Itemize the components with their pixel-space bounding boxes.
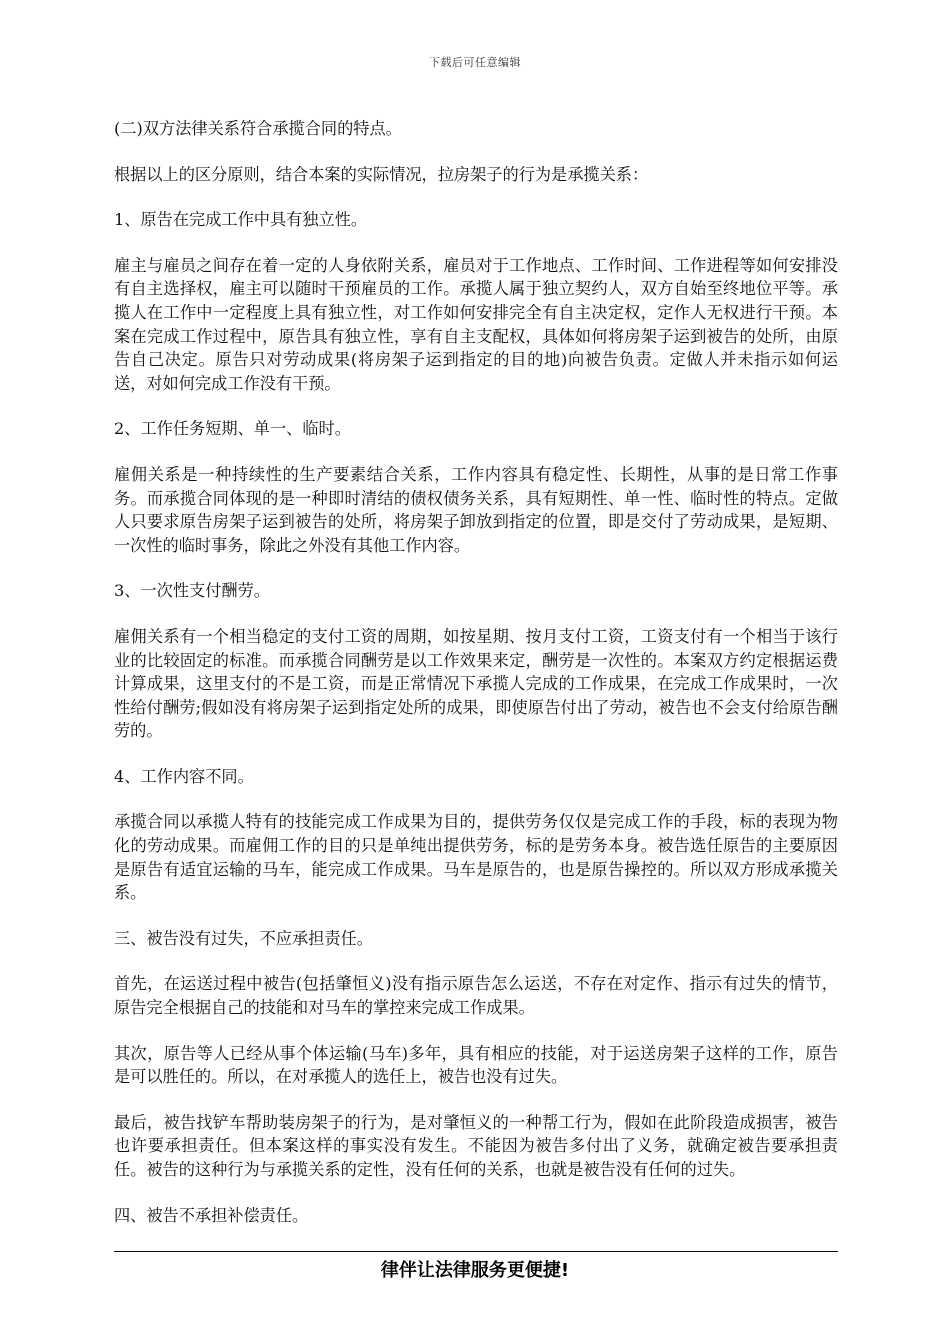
paragraph-point-2-heading: 2、工作任务短期、单一、临时。 xyxy=(114,419,351,439)
paragraph-point-3-heading: 3、一次性支付酬劳。 xyxy=(114,581,270,601)
paragraph-point-1-heading: 1、原告在完成工作中具有独立性。 xyxy=(114,210,368,230)
paragraph-firstly: 首先，在运送过程中被告(包括肇恒义)没有指示原告怎么运送，不存在对定作、指示有过失的情节，原告完全根据自己的技能和对马车的掌控来完成工作成果。 xyxy=(114,974,838,1018)
paragraph-point-4-body: 承揽合同以承揽人特有的技能完成工作成果为目的，提供劳务仅仅是完成工作的手段，标的表现为物化的劳动成果。而雇佣工作的目的只是单纯出提供劳务，标的是劳务本身。被告选任原告的主要原因是原告有适宜运输的马车，能完成工作成果。马车是原告的，也是原告操控的。所以双方形成承揽关系。 xyxy=(114,812,838,903)
document-body xyxy=(114,117,838,1249)
paragraph-point-4-heading: 4、工作内容不同。 xyxy=(114,766,254,786)
paragraph-point-1-body: 雇主与雇员之间存在着一定的人身依附关系，雇员对于工作地点、工作时间、工作进程等如何安排没有自主选择权，雇主可以随时干预雇员的工作。承揽人属于独立契约人，双方自始至终地位平等。承揽人在工作中一定程度上具有独立性，对工作如何安排完全有自主决定权，定作人无权进行干预。本案在完成工作过程中，原告具有独立性，享有自主支配权，具体如何将房架子运到被告的处所，由原告自己决定。原告只对劳动成果(将房架子运到指定的目的地)向被告负责。定做人并未指示如何运送，对如何完成工作没有干预。 xyxy=(114,255,838,393)
footer-divider xyxy=(114,1251,838,1252)
paragraph-section-4-heading: 四、被告不承担补偿责任。 xyxy=(114,1205,309,1225)
paragraph-principle: 根据以上的区分原则，结合本案的实际情况，拉房架子的行为是承揽关系： xyxy=(114,164,649,184)
paragraph-finally: 最后，被告找铲车帮助装房架子的行为，是对肇恒义的一种帮工行为，假如在此阶段造成损害，被告也许要承担责任。但本案这样的事实没有发生。不能因为被告多付出了义务，就确定被告要承担责任。被告的这种行为与承揽关系的定性，没有任何的关系，也就是被告没有任何的过失。 xyxy=(114,1112,838,1179)
page-header: 下载后可任意编辑 xyxy=(429,56,521,69)
paragraph-section-2-heading: (二)双方法律关系符合承揽合同的特点。 xyxy=(114,119,402,138)
paragraph-section-3-heading: 三、被告没有过失，不应承担责任。 xyxy=(114,928,373,948)
paragraph-point-2-body: 雇佣关系是一种持续性的生产要素结合关系，工作内容具有稳定性、长期性，从事的是日常工作事务。而承揽合同体现的是一种即时清结的债权债务关系，具有短期性、单一性、临时性的特点。定做人只要求原告房架子运到被告的处所，将房架子卸放到指定的位置，即是交付了劳动成果，是短期、一次性的临时事务，除此之外没有其他工作内容。 xyxy=(114,464,838,555)
paragraph-point-3-body: 雇佣关系有一个相当稳定的支付工资的周期，如按星期、按月支付工资，工资支付有一个相当于该行业的比较固定的标准。而承揽合同酬劳是以工作效果来定，酬劳是一次性的。本案双方约定根据运费计算成果，这里支付的不是工资，而是正常情况下承揽人完成的工作成果，在完成工作成果时，一次性给付酬劳;假如没有将房架子运到指定处所的成果，即使原告付出了劳动，被告也不会支付给原告酬劳的。 xyxy=(114,626,838,741)
paragraph-secondly: 其次，原告等人已经从事个体运输(马车)多年，具有相应的技能，对于运送房架子这样的工作，原告是可以胜任的。所以，在对承揽人的选任上，被告也没有过失。 xyxy=(114,1043,838,1087)
page-footer: 律伴让法律服务更便捷! xyxy=(380,1260,570,1281)
